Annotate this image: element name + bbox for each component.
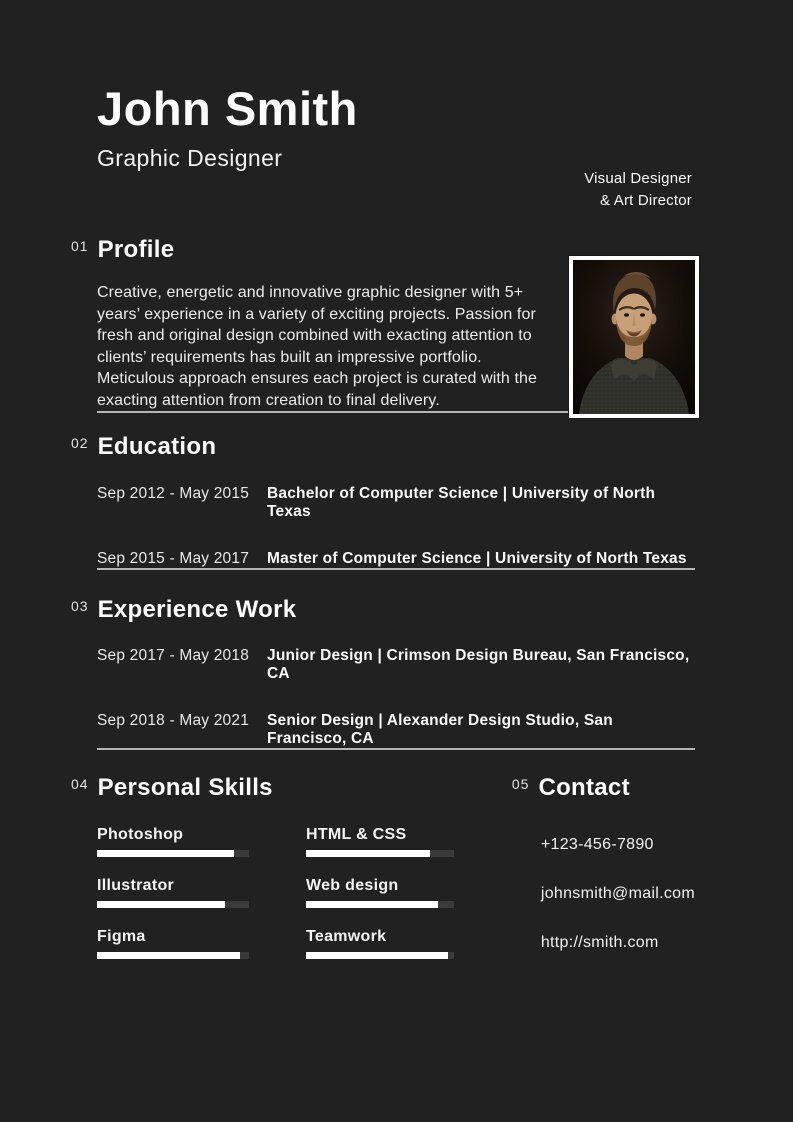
experience-heading	[71, 596, 695, 624]
section-number-01: 01	[71, 237, 89, 254]
tagline-line1: Visual Designer	[584, 170, 692, 187]
education-detail: Bachelor of Computer Science | University of North Texas	[267, 484, 656, 520]
skill-bar-fill	[97, 952, 240, 959]
education-row	[97, 550, 695, 568]
profile-text: Creative, energetic and innovative graphic designer with 5+ years’ experience in a variety of exciting projects. Passion for fresh and original design combined with exacting attention to clients’ requirements has built an impressive portfolio. Meticulous approach ensures each project is curated with the exacting attention from creation to final delivery.	[97, 284, 538, 409]
skill-item	[306, 826, 454, 857]
education-period: Sep 2015 - May 2017	[97, 549, 250, 567]
experience-detail: Junior Design | Crimson Design Bureau, San Francisco, CA	[267, 647, 690, 683]
skills-heading	[71, 774, 512, 802]
header	[97, 82, 695, 209]
skill-bar-track	[97, 901, 249, 908]
section-title-profile: Profile	[97, 235, 175, 263]
section-title-experience: Experience Work	[97, 595, 297, 623]
skill-item	[306, 877, 454, 908]
skill-bar-fill	[306, 850, 430, 857]
profile-photo	[569, 256, 699, 418]
contact-email: johnsmith@mail.com	[540, 885, 695, 903]
section-number-03: 03	[71, 597, 89, 614]
person-role: Graphic Designer	[97, 144, 283, 171]
bottom-section	[71, 774, 695, 983]
experience-row	[97, 712, 695, 748]
section-education	[71, 433, 695, 568]
tagline	[584, 168, 692, 212]
education-period: Sep 2012 - May 2015	[97, 484, 250, 502]
section-contact	[512, 774, 695, 983]
education-detail: Master of Computer Science | University of North Texas	[267, 549, 687, 567]
skill-bar-fill	[306, 901, 438, 908]
contact-list	[512, 836, 695, 952]
section-experience	[71, 595, 695, 749]
skill-bar-track	[306, 952, 454, 959]
skill-label: HTML & CSS	[306, 826, 407, 844]
section-number-02: 02	[71, 435, 89, 452]
skill-bar-fill	[97, 901, 225, 908]
education-heading	[71, 433, 695, 461]
section-number-05: 05	[511, 776, 530, 793]
skills-grid	[97, 826, 512, 959]
contact-phone: +123-456-7890	[540, 836, 654, 854]
section-number-04: 04	[71, 776, 89, 793]
skill-item	[97, 826, 249, 857]
section-title-contact: Contact	[538, 774, 630, 802]
skill-bar-track	[306, 901, 454, 908]
section-title-skills: Personal Skills	[97, 774, 273, 802]
section-title-education: Education	[97, 433, 217, 461]
skill-label: Teamwork	[306, 928, 387, 946]
skill-bar-fill	[97, 850, 234, 857]
skill-item	[97, 928, 249, 959]
contact-website: http://smith.com	[540, 934, 659, 952]
experience-row	[97, 647, 695, 683]
skill-item	[97, 877, 249, 908]
skill-label: Figma	[97, 928, 146, 946]
person-name: John Smith	[97, 82, 358, 135]
skill-bar-track	[97, 850, 249, 857]
education-row	[97, 485, 695, 521]
skill-bar-track	[97, 952, 249, 959]
experience-detail: Senior Design | Alexander Design Studio, San Francisco, CA	[267, 712, 613, 748]
tagline-line2: & Art Director	[600, 191, 692, 209]
divider	[97, 568, 695, 570]
section-skills	[71, 774, 512, 983]
skill-label: Photoshop	[97, 826, 184, 844]
portrait-image	[573, 260, 695, 414]
experience-period: Sep 2017 - May 2018	[97, 647, 250, 665]
skill-label: Illustrator	[97, 877, 175, 895]
skill-bar-track	[306, 850, 454, 857]
skill-item	[306, 928, 454, 959]
skill-bar-fill	[306, 952, 448, 959]
contact-heading	[512, 774, 695, 802]
skill-label: Web design	[306, 877, 399, 895]
experience-period: Sep 2018 - May 2021	[97, 712, 250, 730]
divider	[97, 748, 695, 750]
